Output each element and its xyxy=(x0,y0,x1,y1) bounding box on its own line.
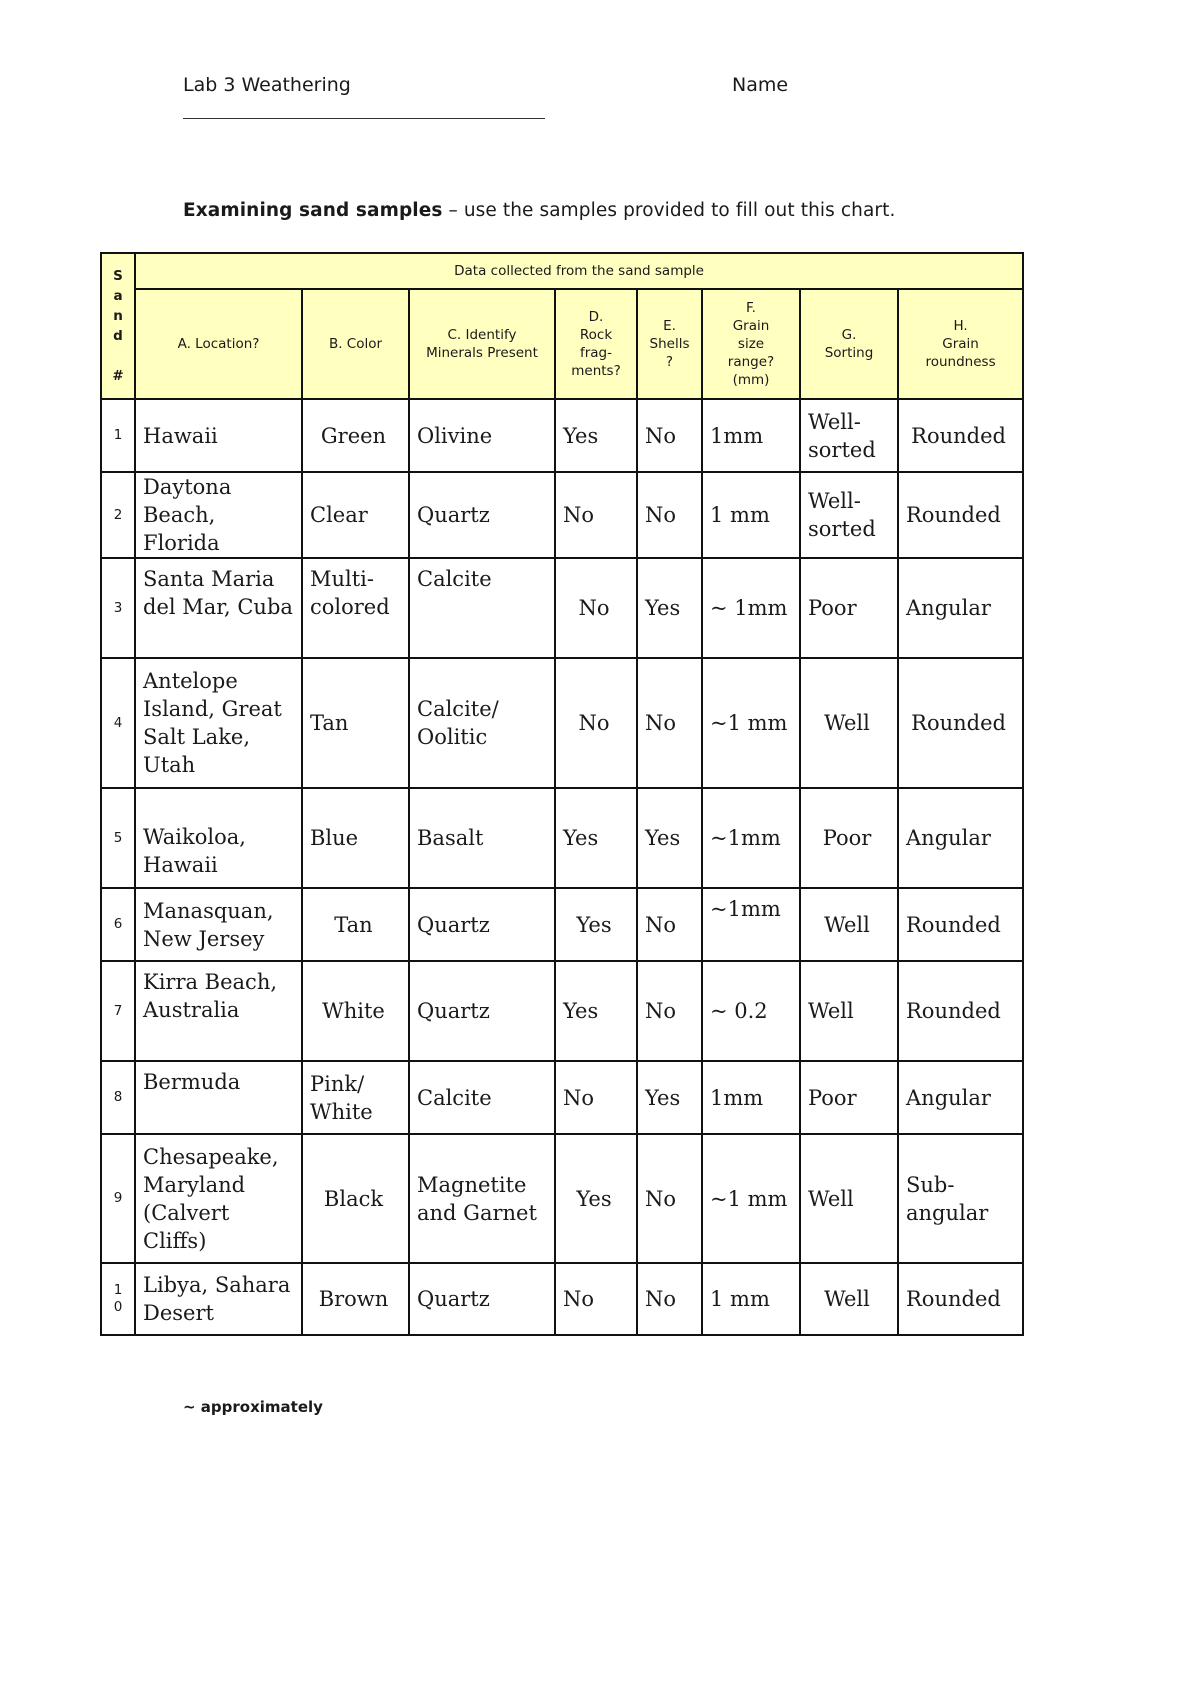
cell-rock-fragments: Yes xyxy=(555,1134,637,1263)
cell-minerals: Calcite xyxy=(409,1061,555,1134)
cell-minerals: Basalt xyxy=(409,788,555,888)
sand-number: 6 xyxy=(101,888,135,961)
cell-color: Clear xyxy=(302,472,409,558)
cell-rock-fragments: No xyxy=(555,658,637,788)
cell-rock-fragments: No xyxy=(555,558,637,658)
cell-sorting: Well xyxy=(800,1263,898,1335)
cell-rock-fragments: No xyxy=(555,1263,637,1335)
cell-grain-size: 1mm xyxy=(702,399,800,472)
cell-location: Santa Maria del Mar, Cuba xyxy=(135,558,302,658)
sand-number: 3 xyxy=(101,558,135,658)
cell-sorting: Well xyxy=(800,888,898,961)
cell-location: Manasquan, New Jersey xyxy=(135,888,302,961)
sand-number: 4 xyxy=(101,658,135,788)
cell-shells: No xyxy=(637,399,702,472)
cell-roundness: Rounded xyxy=(898,399,1023,472)
cell-roundness: Rounded xyxy=(898,961,1023,1061)
cell-grain-size: 1 mm xyxy=(702,472,800,558)
cell-rock-fragments: Yes xyxy=(555,788,637,888)
cell-roundness: Rounded xyxy=(898,888,1023,961)
cell-grain-size: ~1 mm xyxy=(702,658,800,788)
table-row xyxy=(101,788,1023,888)
cell-color: Pink/ White xyxy=(302,1061,409,1134)
cell-roundness: Angular xyxy=(898,558,1023,658)
sand-number: 7 xyxy=(101,961,135,1061)
cell-minerals: Olivine xyxy=(409,399,555,472)
cell-minerals: Calcite/ Oolitic xyxy=(409,658,555,788)
cell-rock-fragments: Yes xyxy=(555,399,637,472)
cell-sorting: Poor xyxy=(800,558,898,658)
cell-minerals: Magnetite and Garnet xyxy=(409,1134,555,1263)
cell-shells: No xyxy=(637,1263,702,1335)
cell-location: Kirra Beach, Australia xyxy=(135,961,302,1061)
cell-color: Green xyxy=(302,399,409,472)
col-header-rock-fragments: D. Rock frag- ments? xyxy=(555,289,637,399)
sand-number: 1 xyxy=(101,399,135,472)
cell-minerals: Calcite xyxy=(409,558,555,658)
table-row xyxy=(101,1061,1023,1134)
cell-location: Bermuda xyxy=(135,1061,302,1134)
cell-roundness: Angular xyxy=(898,1061,1023,1134)
sand-number: 5 xyxy=(101,788,135,888)
col-header-minerals: C. Identify Minerals Present xyxy=(409,289,555,399)
col-header-shells: E. Shells ? xyxy=(637,289,702,399)
col-header-roundness: H. Grain roundness xyxy=(898,289,1023,399)
cell-color: Multi- colored xyxy=(302,558,409,658)
cell-shells: Yes xyxy=(637,558,702,658)
cell-shells: Yes xyxy=(637,788,702,888)
lab-title-underline xyxy=(183,118,545,119)
table-row xyxy=(101,399,1023,472)
cell-roundness: Rounded xyxy=(898,1263,1023,1335)
cell-minerals: Quartz xyxy=(409,472,555,558)
table-row xyxy=(101,961,1023,1061)
cell-sorting: Well xyxy=(800,658,898,788)
cell-roundness: Rounded xyxy=(898,658,1023,788)
cell-roundness: Sub- angular xyxy=(898,1134,1023,1263)
sand-number-header: S a n d # xyxy=(101,253,135,399)
instructions-bold: Examining sand samples xyxy=(183,200,443,221)
cell-sorting: Poor xyxy=(800,1061,898,1134)
cell-grain-size: ~ 1mm xyxy=(702,558,800,658)
cell-grain-size: ~ 0.2 xyxy=(702,961,800,1061)
cell-minerals: Quartz xyxy=(409,888,555,961)
cell-rock-fragments: Yes xyxy=(555,961,637,1061)
cell-sorting: Well xyxy=(800,961,898,1061)
col-header-sorting: G. Sorting xyxy=(800,289,898,399)
sand-number: 9 xyxy=(101,1134,135,1263)
cell-shells: Yes xyxy=(637,1061,702,1134)
cell-shells: No xyxy=(637,472,702,558)
sand-sample-table xyxy=(100,252,1024,1336)
sand-number: 2 xyxy=(101,472,135,558)
cell-sorting: Well- sorted xyxy=(800,399,898,472)
cell-minerals: Quartz xyxy=(409,961,555,1061)
col-header-location: A. Location? xyxy=(135,289,302,399)
col-header-grain-size: F. Grain size range? (mm) xyxy=(702,289,800,399)
cell-grain-size: ~1mm xyxy=(702,788,800,888)
cell-grain-size: 1mm xyxy=(702,1061,800,1134)
table-row xyxy=(101,1263,1023,1335)
sand-number: 1 0 xyxy=(101,1263,135,1335)
cell-location: Antelope Island, Great Salt Lake, Utah xyxy=(135,658,302,788)
cell-roundness: Angular xyxy=(898,788,1023,888)
cell-rock-fragments: No xyxy=(555,1061,637,1134)
cell-shells: No xyxy=(637,1134,702,1263)
cell-roundness: Rounded xyxy=(898,472,1023,558)
table-row xyxy=(101,558,1023,658)
cell-sorting: Well xyxy=(800,1134,898,1263)
cell-color: Black xyxy=(302,1134,409,1263)
table-row xyxy=(101,658,1023,788)
cell-shells: No xyxy=(637,888,702,961)
cell-location: Libya, Sahara Desert xyxy=(135,1263,302,1335)
cell-color: Brown xyxy=(302,1263,409,1335)
cell-location: Waikoloa, Hawaii xyxy=(135,788,302,888)
cell-color: Blue xyxy=(302,788,409,888)
cell-color: Tan xyxy=(302,888,409,961)
lab-title: Lab 3 Weathering xyxy=(183,74,351,96)
table-row xyxy=(101,888,1023,961)
sand-number: 8 xyxy=(101,1061,135,1134)
cell-sorting: Well- sorted xyxy=(800,472,898,558)
table-row xyxy=(101,1134,1023,1263)
table-row xyxy=(101,472,1023,558)
cell-shells: No xyxy=(637,961,702,1061)
cell-shells: No xyxy=(637,658,702,788)
instructions xyxy=(183,200,895,221)
cell-color: White xyxy=(302,961,409,1061)
cell-sorting: Poor xyxy=(800,788,898,888)
cell-minerals: Quartz xyxy=(409,1263,555,1335)
cell-grain-size: ~1mm xyxy=(702,888,800,961)
instructions-text: – use the samples provided to fill out this chart. xyxy=(442,200,896,221)
cell-color: Tan xyxy=(302,658,409,788)
col-header-color: B. Color xyxy=(302,289,409,399)
cell-location: Daytona Beach, Florida xyxy=(135,472,302,558)
cell-location: Chesapeake, Maryland (Calvert Cliffs) xyxy=(135,1134,302,1263)
cell-grain-size: ~1 mm xyxy=(702,1134,800,1263)
cell-rock-fragments: Yes xyxy=(555,888,637,961)
name-label: Name xyxy=(732,74,789,96)
group-header: Data collected from the sand sample xyxy=(135,253,1023,289)
footnote: ~ approximately xyxy=(183,1398,323,1416)
cell-location: Hawaii xyxy=(135,399,302,472)
cell-grain-size: 1 mm xyxy=(702,1263,800,1335)
cell-rock-fragments: No xyxy=(555,472,637,558)
